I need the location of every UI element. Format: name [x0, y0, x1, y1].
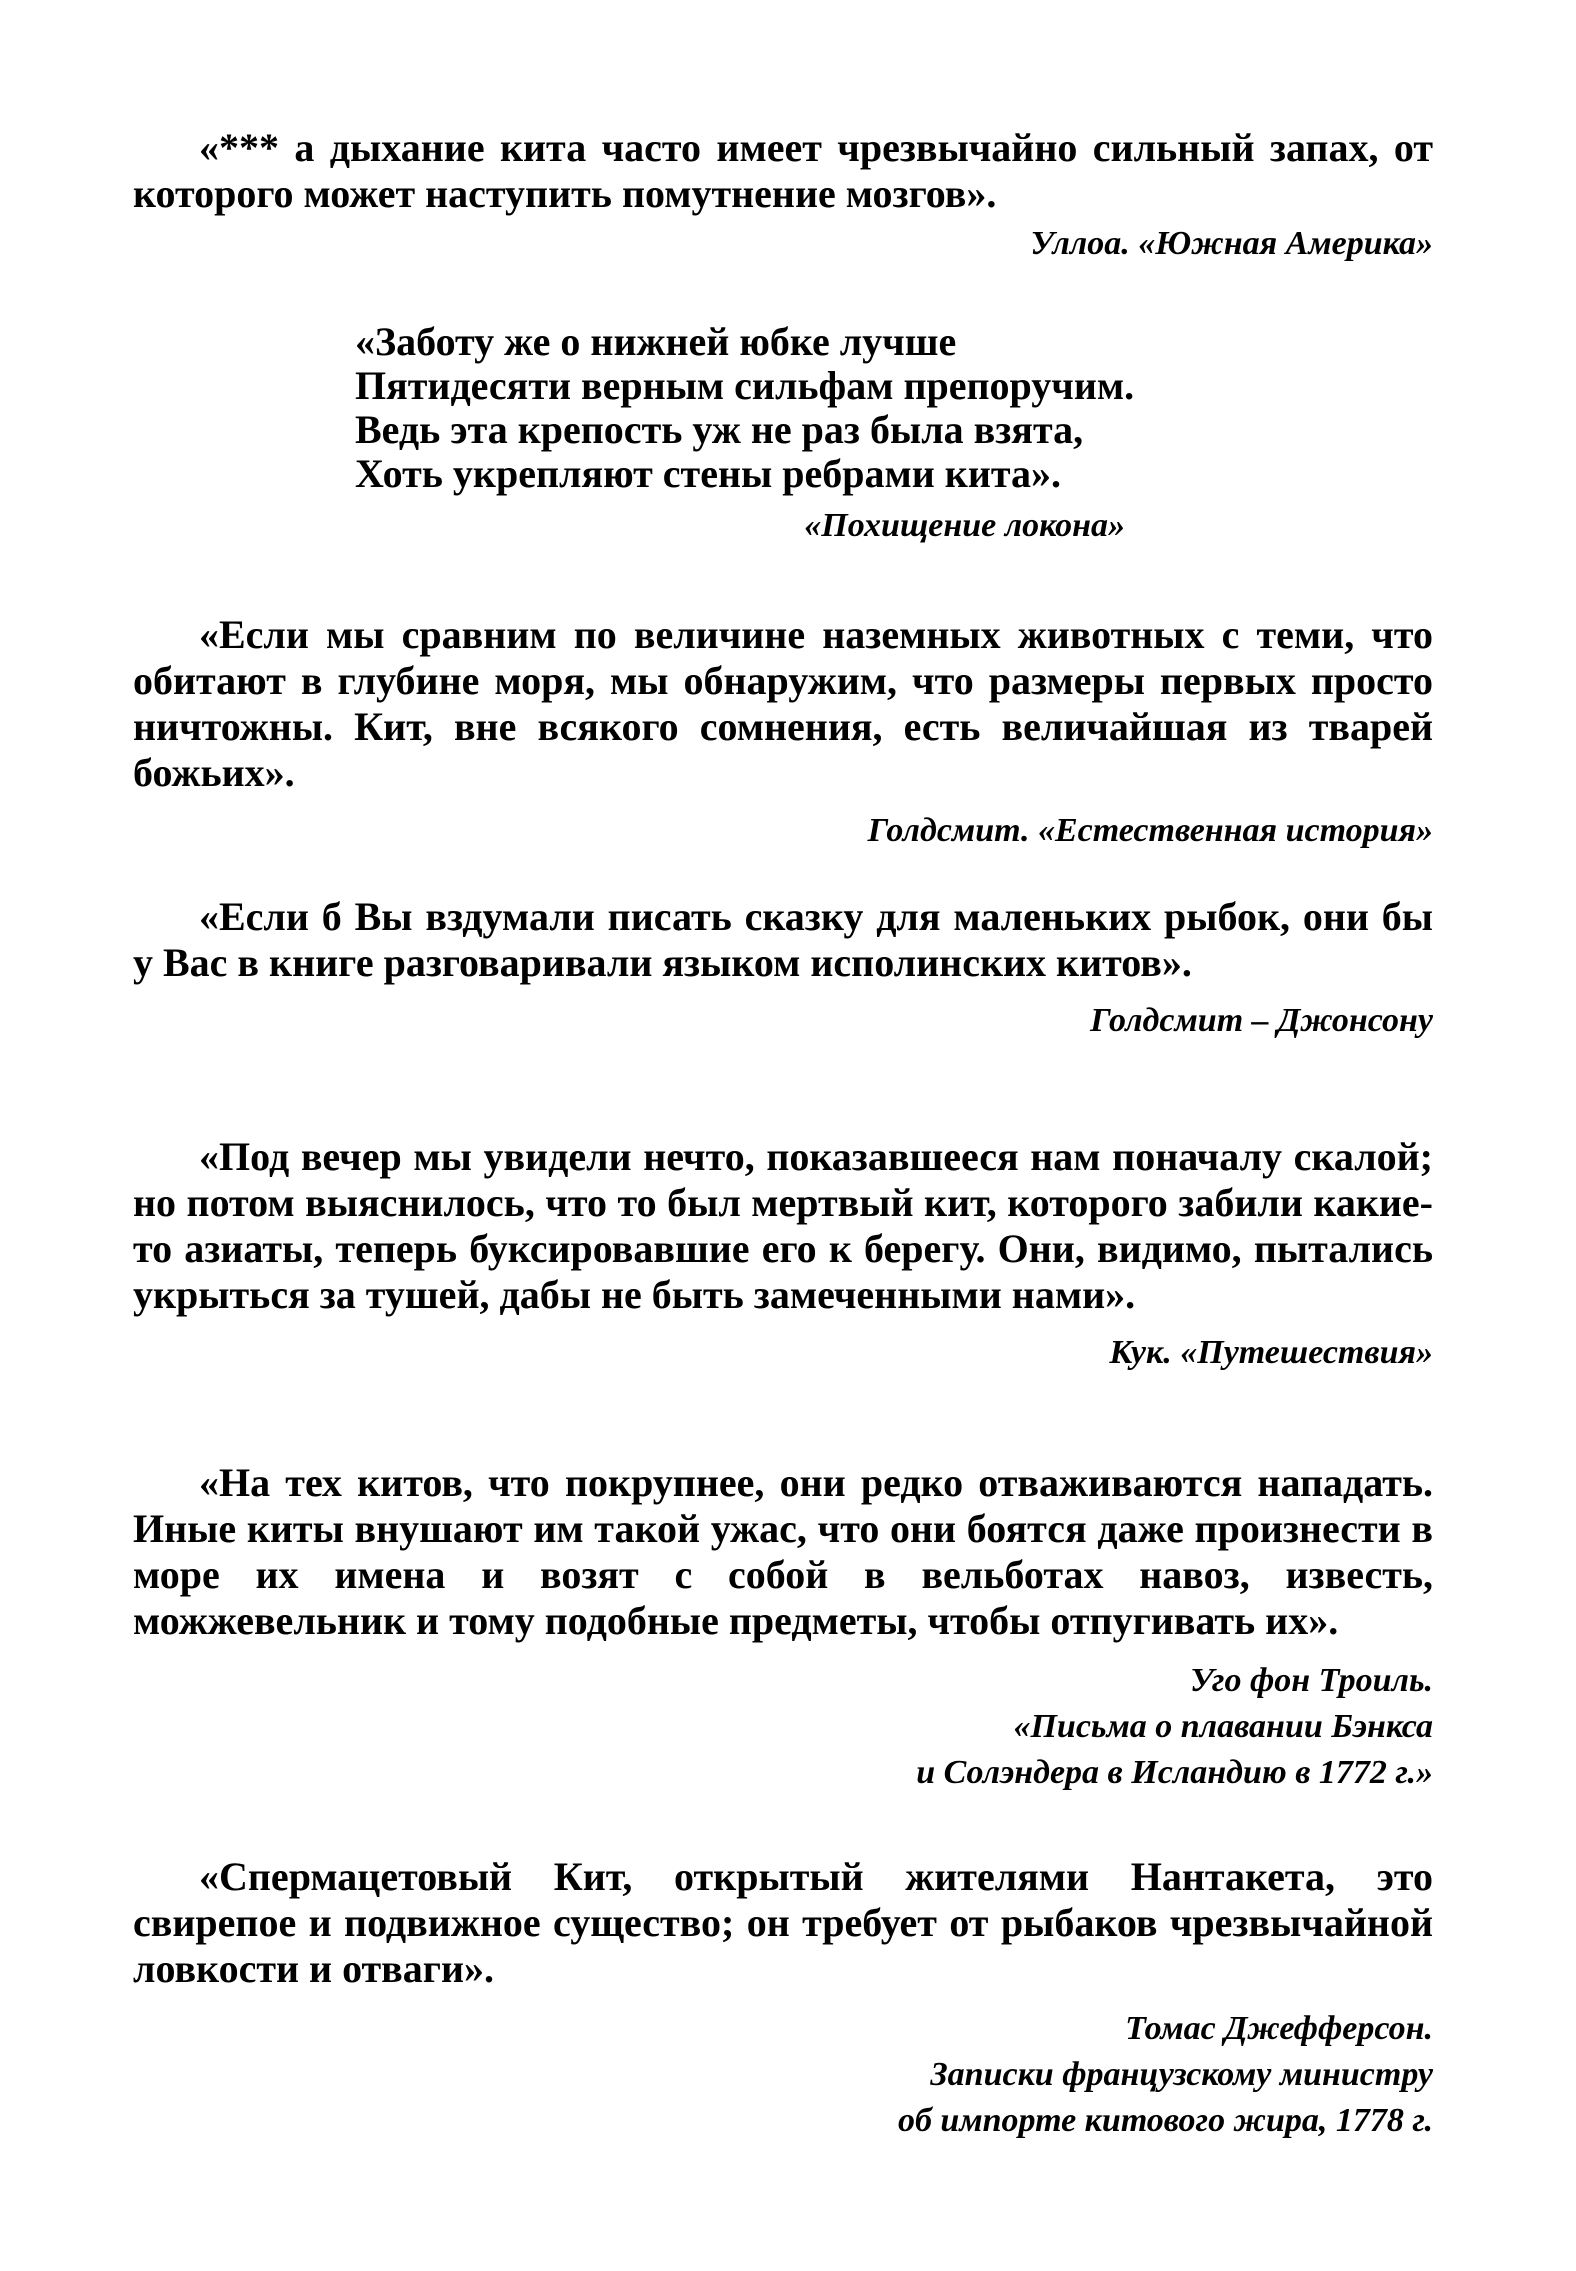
- quote-attribution: об импорте китового жира, 1778 г.: [897, 2102, 1433, 2139]
- quote-text: «Если мы сравним по величине наземных животных с теми, что обитают в глубине моря, мы обнаружим, что размеры первых просто ничтожны. Кит, вне всякого сомнения, есть величайшая из тварей божьих».: [133, 612, 1433, 795]
- quote-attribution: Томас Джефферсон.: [1125, 2010, 1433, 2047]
- quote-goldsmith-johnson: [133, 894, 1433, 1044]
- quote-attribution: Голдсмит – Джонсону: [1090, 1002, 1433, 1039]
- verse-line: Ведь эта крепость уж не раз была взята,: [355, 407, 1084, 452]
- quote-goldsmith-history: [133, 612, 1433, 854]
- quote-attribution: Записки французскому министру: [930, 2056, 1433, 2093]
- quote-attribution: «Похищение локона»: [804, 507, 1125, 544]
- quote-ulloa: [133, 125, 1433, 267]
- quote-text: «*** а дыхание кита часто имеет чрезвычайно сильный запах, от которого может наступить помутнение мозгов».: [133, 125, 1433, 216]
- quote-cook: [133, 1134, 1433, 1376]
- quote-von-troil: [133, 1460, 1433, 1796]
- verse-line: «Заботу же о нижней юбке лучше: [355, 319, 957, 364]
- quote-attribution: Уго фон Троиль.: [1189, 1662, 1433, 1699]
- quote-text: «Спермацетовый Кит, открытый жителями Нантакета, это свирепое и подвижное существо; он требует от рыбаков чрезвычайной ловкости и отваги».: [133, 1854, 1433, 1991]
- quote-text: «На тех китов, что покрупнее, они редко отваживаются нападать. Иные киты внушают им такой ужас, что они боятся даже произнести в море их имена и возят с собой в вельботах навоз, известь, можжевельник и тому подобные предметы, чтобы отпугивать их».: [133, 1460, 1433, 1643]
- quote-attribution: Кук. «Путешествия»: [1109, 1334, 1433, 1371]
- quote-attribution: и Солэндера в Исландию в 1772 г.»: [916, 1754, 1433, 1791]
- quote-text: «Под вечер мы увидели нечто, показавшееся нам поначалу скалой; но потом выяснилось, что то был мертвый кит, которого забили какие-то азиаты, теперь буксировавшие его к берегу. Они, видимо, пытались укрыться за тушей, дабы не быть замеченными нами».: [133, 1134, 1433, 1317]
- quote-text: «Если б Вы вздумали писать сказку для маленьких рыбок, они бы у Вас в книге разговаривали языком исполинских китов».: [133, 894, 1433, 985]
- verse-line: Пятидесяти верным сильфам препоручим.: [355, 363, 1135, 408]
- verse-line: Хоть укрепляют стены ребрами кита».: [355, 451, 1061, 496]
- quote-attribution: Уллоа. «Южная Америка»: [1030, 225, 1433, 262]
- quote-jefferson: [133, 1854, 1433, 2144]
- quote-verse: [355, 320, 1255, 548]
- quote-attribution: Голдсмит. «Естественная история»: [867, 812, 1433, 849]
- quote-attribution: «Письма о плавании Бэнкса: [1013, 1708, 1433, 1745]
